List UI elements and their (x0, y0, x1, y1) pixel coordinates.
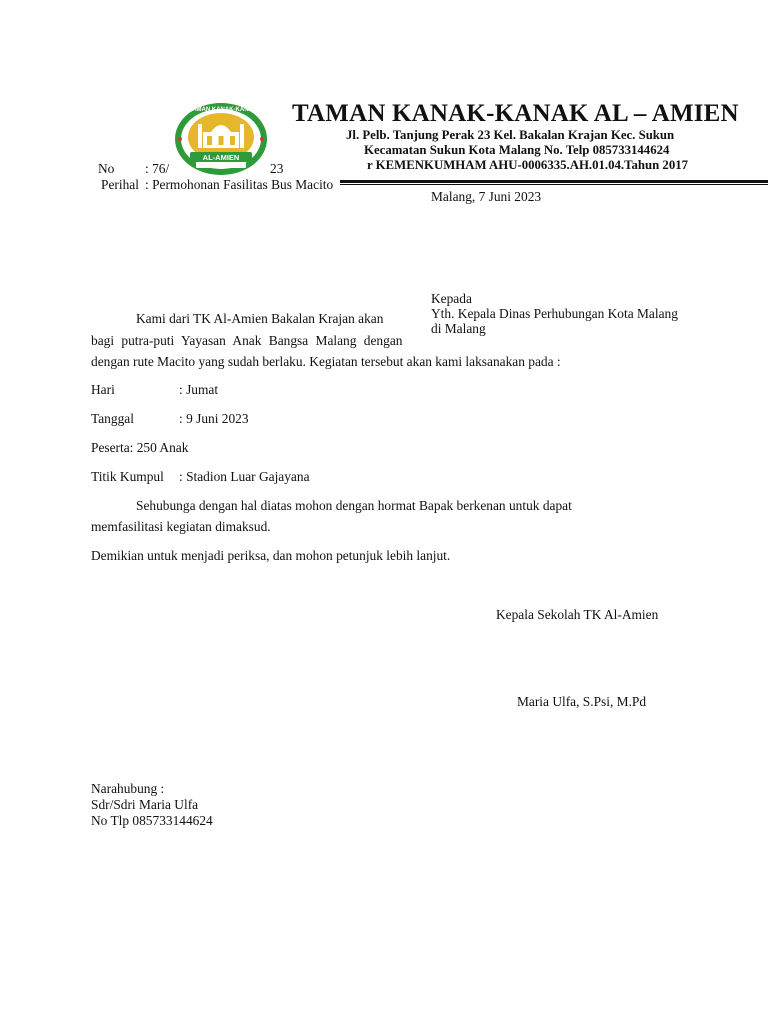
body-p2-line-2: memfasilitasi kegiatan dimaksud. (91, 519, 271, 534)
body-p3: Demikian untuk menjadi periksa, dan mohon petunjuk lebih lanjut. (91, 548, 451, 563)
detail-hari-value: : Jumat (179, 382, 219, 397)
recipient-yth: Yth. Kepala Dinas Perhubungan Kota Malang (431, 306, 678, 321)
letter-number-tail: 23 (270, 161, 284, 176)
detail-tanggal-label: Tanggal (91, 411, 134, 426)
recipient-block (427, 288, 727, 340)
signature-name: Maria Ulfa, S.Psi, M.Pd (517, 694, 647, 709)
body-p2-line-1: Sehubunga dengan hal diatas mohon dengan hormat Bapak berkenan untuk dapat (136, 498, 572, 513)
detail-peserta-value: : 250 Anak (129, 440, 189, 455)
body-p1-line-1: Kami dari TK Al-Amien Bakalan Krajan akan (136, 311, 384, 326)
detail-tanggal-value: : 9 Juni 2023 (179, 411, 249, 426)
logo-banner-text: AL-AMIEN (202, 153, 240, 162)
letterhead-address-line-2: Kecamatan Sukun Kota Malang No. Telp 085733144624 (364, 143, 670, 157)
detail-peserta (91, 441, 188, 454)
detail-hari-label: Hari (91, 382, 115, 397)
letterhead-address-line-1: Jl. Pelb. Tanjung Perak 23 Kel. Bakalan Krajan Kec. Sukun (346, 128, 675, 142)
detail-peserta-label: Peserta (91, 440, 130, 455)
contact-label: Narahubung : (91, 781, 165, 796)
letterhead-rule-thick (340, 180, 768, 183)
letterhead-rule-thin (340, 184, 768, 185)
letter-number-value: : 76/ (145, 161, 170, 176)
letterhead-title: TAMAN KANAK-KANAK AL – AMIEN (292, 100, 739, 127)
logo-ring-text: TAMAN KANAK-KANAK (189, 107, 258, 113)
detail-titik-kumpul-label: Titik Kumpul (91, 469, 164, 484)
body-p1-line-2: bagi putra-puti Yayasan Anak Bangsa Malang dengan (91, 333, 403, 348)
letter-number-label: No (98, 161, 115, 176)
recipient-place: di Malang (431, 321, 486, 336)
detail-titik-kumpul-value: : Stadion Luar Gajayana (179, 469, 310, 484)
school-logo (174, 102, 268, 176)
perihal-value: : Permohonan Fasilitas Bus Macito (145, 177, 334, 192)
recipient-kepada: Kepada (431, 291, 472, 306)
body-p1-line-3: dengan rute Macito yang sudah berlaku. Kegiatan tersebut akan kami laksanakan pada : (91, 354, 561, 369)
contact-phone: No Tlp 085733144624 (91, 813, 213, 828)
school-logo-emblem-icon (174, 102, 268, 176)
letterhead-address-line-3: r KEMENKUMHAM AHU-0006335.AH.01.04.Tahun 2017 (367, 158, 689, 172)
perihal-label: Perihal (101, 177, 139, 192)
signature-role: Kepala Sekolah TK Al-Amien (496, 607, 659, 622)
contact-name: Sdr/Sdri Maria Ulfa (91, 797, 199, 812)
letter-date: Malang, 7 Juni 2023 (431, 189, 542, 204)
